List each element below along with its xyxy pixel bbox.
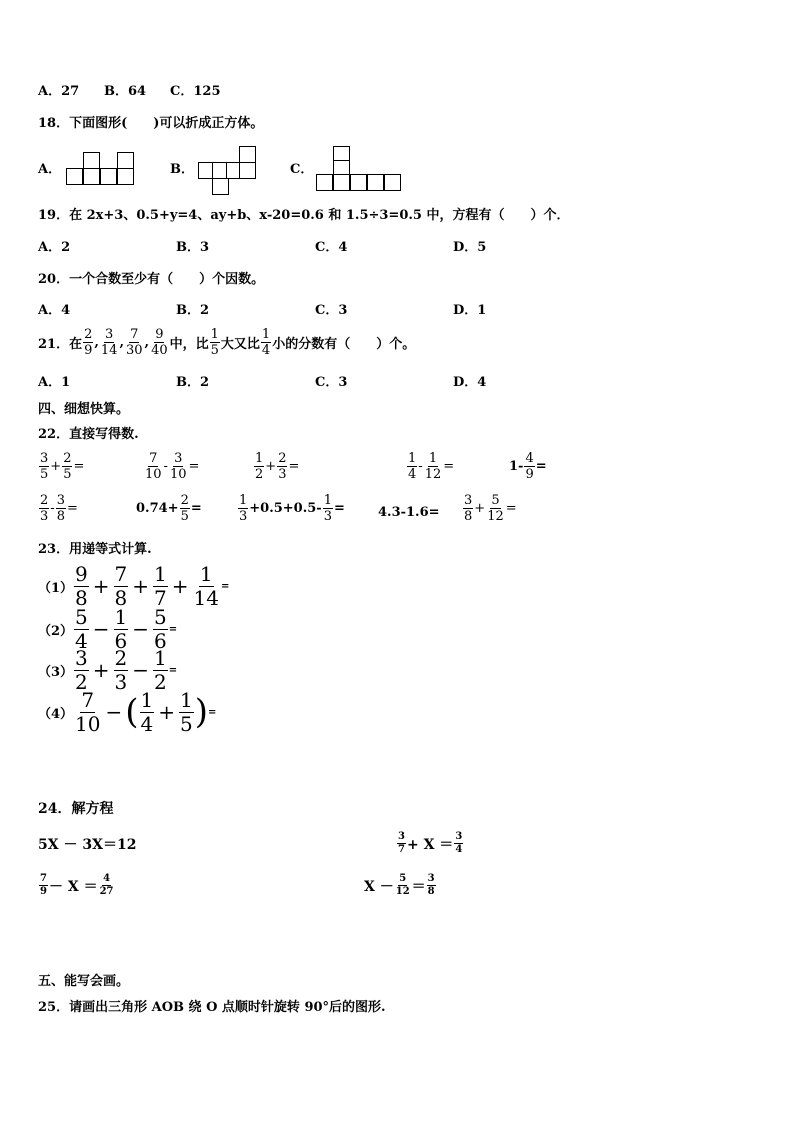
q22-expr-3: $\frac{1}{2}$ + $\frac{2}{3}$ = xyxy=(255,451,300,482)
q22-expr-4: $\frac{1}{4}$ - $\frac{1}{12}$ = xyxy=(408,451,455,482)
q18-question: 18．下面图形( )可以折成正方体。 xyxy=(38,116,264,131)
q22-title: 22．直接写得数. xyxy=(38,427,139,442)
q18-option-b: B． xyxy=(170,162,194,177)
q22-expr-2: $\frac{7}{10}$ - $\frac{3}{10}$ = xyxy=(145,451,200,482)
q22-expr-6: $\frac{2}{3}$ - $\frac{3}{8}$ = xyxy=(40,493,78,524)
q21-question: 21．在 $\frac{2}{9}$ , $\frac{3}{14}$ , $\frac{7}{30}$ , $\frac{9}{40}$ 中，比 $\frac{1}{5}$ 大又比 $\frac{1}{4}$ 小的分数有（ ）个。 xyxy=(38,327,416,358)
q24-equation-1: 5X － 3X＝12 xyxy=(38,837,137,853)
q23-title: 23．用递等式计算. xyxy=(38,542,152,557)
q18-option-a: A． xyxy=(38,162,62,177)
q23-problem-4: （4） $\frac{7}{10}$ − ( $\frac{1}{4}$ + $\frac{1}{5}$ ) = xyxy=(38,688,217,736)
q22-expr-7: 0.74+ $\frac{2}{5}$ = xyxy=(136,493,202,524)
q22-expr-8: $\frac{1}{3}$ +0.5+0.5- $\frac{1}{3}$ = xyxy=(239,493,345,524)
q21-option-a: A．1 xyxy=(38,375,71,390)
q24-equation-4: X － $\frac{5}{12}$ ＝ $\frac{3}{8}$ xyxy=(364,873,435,897)
q24-equation-2: $\frac{3}{7}$ + X ＝ $\frac{3}{4}$ xyxy=(398,831,463,855)
q21-option-b: B．2 xyxy=(176,375,210,390)
q17-option-a: A．27 xyxy=(38,84,80,99)
q17-option-c: C．125 xyxy=(170,84,221,99)
q24-equation-3: $\frac{7}{9}$ － X ＝ $\frac{4}{27}$ xyxy=(40,873,114,897)
q17-option-b: B．64 xyxy=(104,84,147,99)
q23-problem-2: （2） $\frac{5}{4}$ − $\frac{1}{6}$ − $\frac{5}{6}$ = xyxy=(38,605,178,653)
q22-expr-10: $\frac{3}{8}$ + $\frac{5}{12}$ = xyxy=(464,493,517,524)
q23-problem-1: （1） $\frac{9}{8}$ + $\frac{7}{8}$ + $\frac{1}{7}$ + $\frac{1}{14}$ = xyxy=(38,562,230,610)
q19-question: 19．在 2x+3、0.5+y=4、ay+b、x-20=0.6 和 1.5÷3=0.5 中，方程有（ ）个． xyxy=(38,208,570,223)
q18-option-c: C． xyxy=(290,162,314,177)
q20-option-a: A．4 xyxy=(38,303,71,318)
q21-option-c: C．3 xyxy=(315,375,348,390)
q22-expr-1: $\frac{3}{5}$ + $\frac{2}{5}$ = xyxy=(40,451,85,482)
section-5-heading: 五、能写会画。 xyxy=(38,974,130,989)
q22-expr-5: 1- $\frac{4}{9}$ = xyxy=(509,451,547,482)
q19-option-b: B．3 xyxy=(176,240,210,255)
q20-option-c: C．3 xyxy=(315,303,348,318)
q21-option-d: D．4 xyxy=(453,375,487,390)
q20-option-d: D．1 xyxy=(453,303,487,318)
q24-title: 24．解方程 xyxy=(38,801,114,817)
q25-question: 25．请画出三角形 AOB 绕 O 点顺时针旋转 90°后的图形. xyxy=(38,1000,386,1015)
q20-option-b: B．2 xyxy=(176,303,210,318)
q19-option-c: C．4 xyxy=(315,240,348,255)
section-4-heading: 四、细想快算。 xyxy=(38,402,130,417)
q20-question: 20．一个合数至少有（ ）个因数。 xyxy=(38,272,265,287)
q19-option-d: D．5 xyxy=(453,240,487,255)
q22-expr-9: 4.3-1.6= xyxy=(378,505,440,520)
q19-option-a: A．2 xyxy=(38,240,71,255)
q23-problem-3: （3） $\frac{3}{2}$ + $\frac{2}{3}$ − $\frac{1}{2}$ = xyxy=(38,646,178,694)
